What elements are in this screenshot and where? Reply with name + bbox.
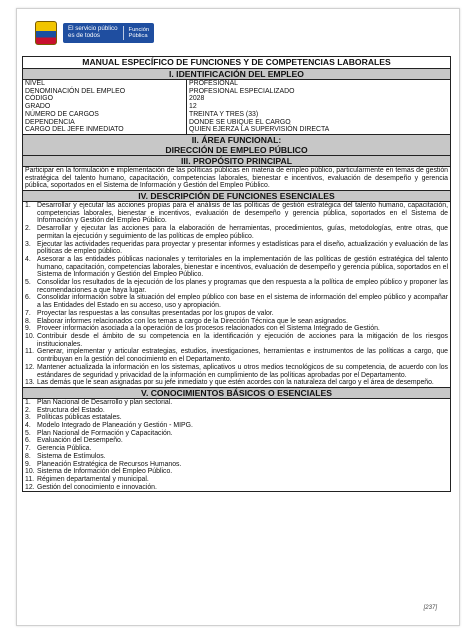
function-item-text: Proyectar las respuestas a las consultas presentadas por los grupos de valor. <box>37 309 274 317</box>
function-item-number: 13. <box>25 379 35 387</box>
knowledge-item <box>25 414 448 422</box>
coat-of-arms-icon <box>35 21 57 45</box>
gov-logo <box>35 23 154 43</box>
knowledge-item <box>25 453 448 461</box>
function-item-text: Consolidar información sobre la situación del empleo público con base en el sistema de información del empleo público y acompañar a las Entidades del Estado en su acceso, uso y apropiación. <box>37 294 449 310</box>
logo-line-1: El servicio público <box>68 25 118 33</box>
knowledge-item <box>25 461 448 469</box>
section-5-heading: V. CONOCIMIENTOS BÁSICOS O ESENCIALES <box>23 387 451 398</box>
knowledge-item-text: Sistema de Estímulos. <box>37 452 106 460</box>
functions-manual-table <box>22 56 451 492</box>
knowledge-item <box>25 422 448 430</box>
function-item-number: 5. <box>25 279 31 287</box>
knowledge-item-text: Régimen departamental y municipal. <box>37 475 149 483</box>
value-nivel: PROFESIONAL <box>189 80 239 87</box>
section-4-heading: IV. DESCRIPCIÓN DE FUNCIONES ESENCIALES <box>23 191 451 202</box>
knowledge-item-number: 1. <box>25 398 31 406</box>
knowledge-item-text: Gerencia Pública. <box>37 445 92 453</box>
label-dependencia: DEPENDENCIA <box>25 118 75 126</box>
function-item-text: Las demás que le sean asignadas por su jefe inmediato y que estén acordes con la naturaleza del cargo y el área de desempeño. <box>37 379 434 387</box>
function-item <box>25 318 448 326</box>
knowledge-item-number: 7. <box>25 445 31 453</box>
function-item-number: 11. <box>25 348 35 356</box>
section-2-title: II. ÁREA FUNCIONAL: <box>191 134 282 145</box>
knowledge-item <box>25 430 448 438</box>
label-jefe: CARGO DEL JEFE INMEDIATO <box>25 126 124 134</box>
section-2-subtitle: DIRECCIÓN DE EMPLEO PÚBLICO <box>165 144 308 155</box>
value-jefe: QUIEN EJERZA LA SUPERVISIÓN DIRECTA <box>189 126 330 134</box>
knowledge-item-number: 8. <box>25 452 31 460</box>
value-dependencia: DONDE SE UBIQUE EL CARGO <box>189 118 291 126</box>
knowledge-list-cell <box>23 398 451 491</box>
knowledge-item-text: Políticas públicas estatales. <box>37 414 122 422</box>
knowledge-item-number: 3. <box>25 414 31 422</box>
gov-banner <box>63 23 154 43</box>
section-2-heading <box>23 134 451 155</box>
knowledge-item-text: Modelo Integrado de Planeación y Gestión - MIPG. <box>37 422 193 430</box>
knowledge-item <box>25 399 448 407</box>
function-item-number: 8. <box>25 317 31 325</box>
function-item-number: 9. <box>25 325 31 333</box>
knowledge-item-text: Estructura del Estado. <box>37 406 105 414</box>
function-item-text: Desarrollar y ejecutar las acciones propias para el análisis de las políticas de gestión estratégica del talento humano, capacitación, competencias laborales, bienestar e incentivos, evaluación de desempeño y gerencia pública, soportados en el Sistema de Información y Gestión del Empleo Público. <box>37 202 449 225</box>
knowledge-item-number: 6. <box>25 437 31 445</box>
function-item-number: 2. <box>25 225 31 233</box>
knowledge-item-number: 11. <box>25 475 35 483</box>
functions-list <box>25 202 448 387</box>
function-item <box>25 379 448 387</box>
section-3-heading: III. PROPÓSITO PRINCIPAL <box>23 155 451 166</box>
knowledge-item-text: Plan Nacional de Desarrollo y plan sectorial. <box>37 398 173 406</box>
function-item-number: 3. <box>25 240 31 248</box>
knowledge-item-number: 12. <box>25 483 35 491</box>
functions-list-cell <box>23 202 451 388</box>
knowledge-item-text: Gestión del conocimiento e innovación. <box>37 483 157 491</box>
knowledge-item-text: Planeación Estratégica de Recursos Humanos. <box>37 460 182 468</box>
function-item <box>25 364 448 379</box>
function-item <box>25 333 448 348</box>
knowledge-list <box>25 399 448 491</box>
function-item <box>25 225 448 240</box>
function-item-number: 4. <box>25 255 31 263</box>
function-item-text: Ejecutar las actividades requeridas para proyectar y presentar informes y estadísticas para el diseño, actualización y evaluación de las políticas de empleo público. <box>37 240 449 256</box>
knowledge-item-number: 9. <box>25 460 31 468</box>
identification-values <box>187 80 451 135</box>
logo-separator <box>123 26 124 40</box>
label-nivel: NIVEL <box>25 80 45 87</box>
section-1-heading: I. IDENTIFICACIÓN DEL EMPLEO <box>23 69 451 80</box>
knowledge-item <box>25 468 448 476</box>
label-denominacion: DENOMINACIÓN DEL EMPLEO <box>25 87 126 95</box>
function-item <box>25 202 448 225</box>
function-item-number: 12. <box>25 363 35 371</box>
document-title: MANUAL ESPECÍFICO DE FUNCIONES Y DE COMPETENCIAS LABORALES <box>23 57 451 69</box>
knowledge-item-number: 5. <box>25 429 31 437</box>
value-numero-cargos: TREINTA Y TRES (33) <box>189 110 259 118</box>
function-item-text: Generar, implementar y articular estrategias, estudios, investigaciones, herramientas e instrumentos de las políticas a cargo, que contribuyan en la gestión del conocimiento en el Departamento. <box>37 348 449 364</box>
function-item <box>25 325 448 333</box>
label-numero-cargos: NÚMERO DE CARGOS <box>25 110 99 118</box>
function-item-number: 7. <box>25 309 31 317</box>
knowledge-item <box>25 437 448 445</box>
function-item <box>25 256 448 279</box>
value-grado: 12 <box>189 103 197 111</box>
function-item <box>25 241 448 256</box>
value-codigo: 2028 <box>189 95 205 103</box>
function-item <box>25 348 448 363</box>
function-item-text: Contribuir desde el ámbito de su competencia en la identificación y ejecución de acciones para la mitigación de los riesgos institucionales. <box>37 332 449 348</box>
knowledge-item-number: 10. <box>25 468 35 476</box>
knowledge-item-text: Sistema de Información del Empleo Público. <box>37 468 173 476</box>
value-denominacion: PROFESIONAL ESPECIALIZADO <box>189 87 295 95</box>
knowledge-item <box>25 407 448 415</box>
logo-line-4: Pública <box>128 33 148 39</box>
knowledge-item-number: 4. <box>25 422 31 430</box>
label-codigo: CÓDIGO <box>25 95 53 103</box>
function-item-number: 6. <box>25 294 31 302</box>
knowledge-item-number: 2. <box>25 406 31 414</box>
knowledge-item <box>25 445 448 453</box>
knowledge-item <box>25 484 448 492</box>
logo-line-3: Función <box>128 26 150 33</box>
function-item <box>25 294 448 309</box>
knowledge-item-text: Evaluación del Desempeño. <box>37 437 123 445</box>
logo-line-2: es de todos <box>68 32 100 39</box>
purpose-text: Participar en la formulación e implementación de las políticas públicas en materia de empleo público, particularmente en temas de gestión estratégica del talento humano, capacitación, competencias laborales, bienestar e incentivos, evaluación de desempeño y gerencia pública, soportados en el Sistema de Información y Gestión del Empleo Público. <box>23 166 451 190</box>
function-item-text: Proveer información asociada a la operación de los procesos relacionados con el Sistema Integrado de Gestión. <box>37 325 380 333</box>
function-item-text: Mantener actualizada la información en los sistemas, aplicativos u otros medios tecnológicos de su competencia, de acuerdo con los estándares de seguridad y privacidad de la información en cumplimiento de las políticas aprobadas por el Departamento. <box>37 363 449 379</box>
function-item-text: Asesorar a las entidades públicas nacionales y territoriales en la implementación de las políticas de gestión estratégica del talento humano, capacitación, competencias laborales, bienestar e incentivos, evaluación de desempeño y gerencia pública, soportados en el Sistema de Información y Gestión del Empleo Público. <box>37 255 449 279</box>
function-item-text: Desarrollar y ejecutar las acciones para la elaboración de herramientas, procedimientos, guías, metodologías, entre otras, que permitan la ejecución y seguimiento de las políticas de empleo público. <box>37 225 449 240</box>
knowledge-item <box>25 476 448 484</box>
function-item-text: Consolidar los resultados de la ejecución de los planes y programas que den respuesta a la política de empleo público y proponer las recomendaciones a que haya lugar. <box>37 279 449 294</box>
identification-labels <box>23 80 187 135</box>
function-item-text: Elaborar informes relacionados con los temas a cargo de la Dirección Técnica que le sean asignados. <box>37 317 348 325</box>
page-number: [237] <box>423 605 437 611</box>
knowledge-item-text: Plan Nacional de Formación y Capacitación. <box>37 429 173 437</box>
function-item-number: 10. <box>25 332 35 340</box>
function-item <box>25 310 448 318</box>
function-item-number: 1. <box>25 202 31 210</box>
function-item <box>25 279 448 294</box>
label-grado: GRADO <box>25 103 51 111</box>
